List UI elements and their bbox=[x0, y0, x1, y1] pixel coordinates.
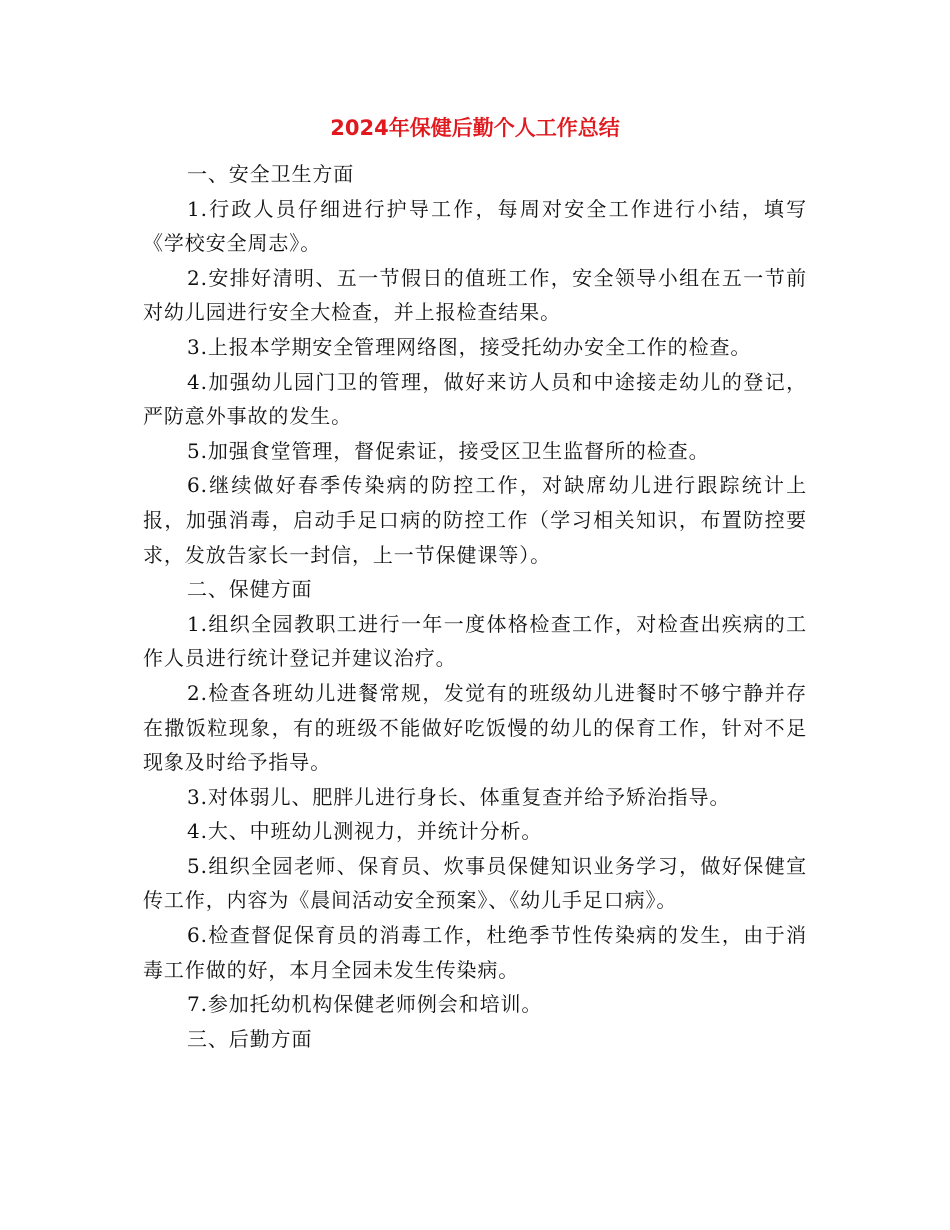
section-heading-safety: 一、安全卫生方面 bbox=[187, 162, 355, 186]
paragraph: 4.加强幼儿园门卫的管理，做好来访人员和中途接走幼儿的登记，严防意外事故的发生。 bbox=[143, 369, 807, 429]
paragraph: 2.安排好清明、五一节假日的值班工作，安全领导小组在五一节前对幼儿园进行安全大检查，并上报检查结果。 bbox=[143, 265, 807, 325]
paragraph: 5.加强食堂管理，督促索证，接受区卫生监督所的检查。 bbox=[187, 438, 710, 463]
paragraph: 3.上报本学期安全管理网络图，接受托幼办安全工作的检查。 bbox=[187, 334, 752, 359]
paragraph: 6.继续做好春季传染病的防控工作，对缺席幼儿进行跟踪统计上报，加强消毒，启动手足口病的防控工作（学习相关知识，布置防控要求，发放告家长一封信，上一节保健课等）。 bbox=[143, 473, 807, 567]
paragraph: 2.检查各班幼儿进餐常规，发觉有的班级幼儿进餐时不够宁静并存在撒饭粒现象，有的班级不能做好吃饭慢的幼儿的保育工作，针对不足现象及时给予指导。 bbox=[143, 680, 807, 775]
paragraph: 1.行政人员仔细进行护导工作，每周对安全工作进行小结，填写《学校安全周志》。 bbox=[143, 196, 807, 256]
paragraph: 4.大、中班幼儿测视力，并统计分析。 bbox=[187, 819, 543, 844]
paragraph: 6.检查督促保育员的消毒工作，杜绝季节性传染病的发生，由于消毒工作做的好，本月全园未发生传染病。 bbox=[143, 923, 807, 982]
paragraph: 7.参加托幼机构保健老师例会和培训。 bbox=[187, 992, 543, 1017]
document-title: 2024年保健后勤个人工作总结 bbox=[330, 116, 620, 140]
document-body bbox=[143, 157, 807, 1056]
section-heading-health: 二、保健方面 bbox=[187, 577, 313, 602]
paragraph: 1.组织全园教职工进行一年一度体格检查工作，对检查出疾病的工作人员进行统计登记并建议治疗。 bbox=[143, 611, 807, 671]
section-heading-logistics: 三、后勤方面 bbox=[187, 1026, 313, 1051]
paragraph: 3.对体弱儿、肥胖儿进行身长、体重复查并给予矫治指导。 bbox=[187, 784, 731, 809]
paragraph: 5.组织全园老师、保育员、炊事员保健知识业务学习，做好保健宣传工作，内容为《晨间活动安全预案》、《幼儿手足口病》。 bbox=[143, 853, 807, 913]
